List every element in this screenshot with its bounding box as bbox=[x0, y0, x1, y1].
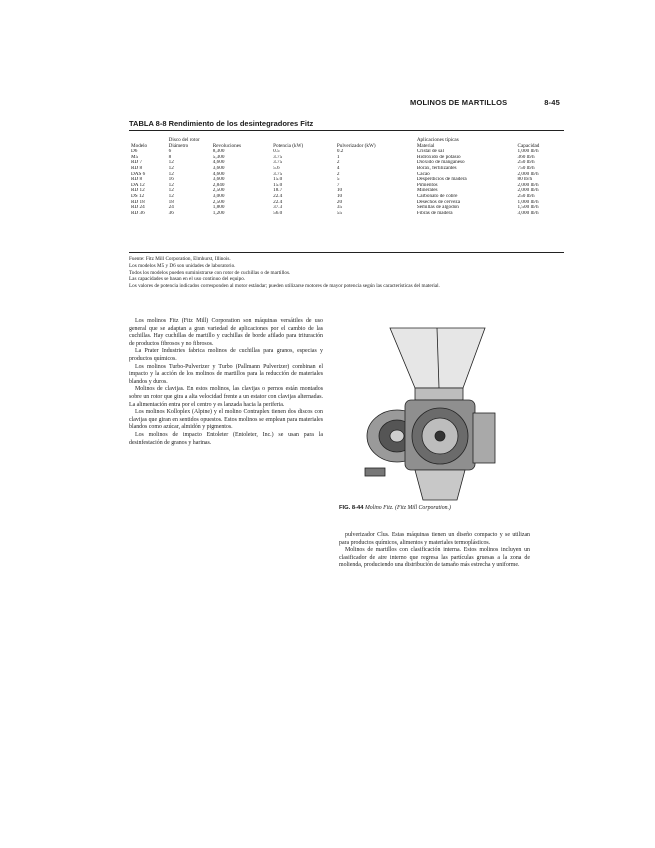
table-cell: RD 7 bbox=[131, 160, 143, 166]
figure-label: FIG. 8-44 bbox=[339, 505, 364, 511]
table-note: Los valores de potencia indicados corresponden al motor estándar; pueden utilizarse motores de mayor potencia según las características del material. bbox=[129, 283, 440, 290]
paragraph: pulverizador Clus. Estas máquinas tienen un diseño compacto y se utilizan para productos químicos, alimentos y materiales termoplásticos. bbox=[339, 532, 530, 546]
column-header: Diámetro bbox=[168, 142, 189, 149]
table-cell: 5.6 bbox=[273, 165, 280, 171]
table-cell: Cristal de sal bbox=[416, 149, 444, 155]
table-cell: 22.4 bbox=[273, 199, 283, 205]
table-cell: 1,000 lb/h bbox=[517, 199, 539, 205]
table-cell: 10 bbox=[336, 188, 343, 194]
table-cell: 1,000 lb/h bbox=[517, 149, 539, 155]
table-cell: 2 bbox=[336, 160, 340, 166]
column-header: Capacidad bbox=[517, 142, 540, 149]
table-cell: 3,000 bbox=[212, 193, 225, 199]
table-cell: D6 bbox=[131, 149, 138, 155]
table-caption: TABLA 8-8 Rendimiento de los desintegradores Fitz bbox=[129, 119, 314, 128]
paragraph: Los molinos Turbo-Pulverizer y Turbo (Pallmann Pulverizer) combinan el impacto y la acción de los molinos de martillos para la reducción de materiales blandos y duros. bbox=[129, 363, 323, 385]
table-cell: RD 18 bbox=[131, 199, 145, 205]
figure-caption bbox=[339, 505, 530, 511]
table-cell: 4,600 bbox=[212, 160, 225, 166]
table-cell: 35 bbox=[336, 205, 343, 211]
table-cell: 22.4 bbox=[273, 193, 283, 199]
table-cell: Borax, fertilizantes bbox=[416, 165, 457, 171]
table-cell: 15.0 bbox=[273, 182, 283, 188]
table-cell: Fibras de madera bbox=[416, 210, 453, 216]
table-cell: 3.75 bbox=[273, 160, 283, 166]
table-cell: Minerales bbox=[416, 188, 438, 194]
running-header bbox=[410, 98, 560, 107]
table-cell: 4,600 bbox=[212, 171, 225, 177]
table-cell: 7 bbox=[336, 182, 340, 188]
table-cell: 3,000 lb/h bbox=[517, 210, 539, 216]
table-cell: 10 bbox=[336, 193, 343, 199]
table-cell: 3,600 bbox=[212, 165, 225, 171]
paragraph: La Prater Industries fabrica molinos de cuchillas para granos, especias y productos químicos. bbox=[129, 348, 323, 362]
table-notes bbox=[129, 256, 569, 290]
column-header: Pulverizador (kW) bbox=[336, 142, 376, 149]
table-cell: Desperdicios de madera bbox=[416, 177, 467, 183]
table-cell: 1,800 bbox=[212, 205, 225, 211]
table-cell: 20 bbox=[336, 199, 343, 205]
table-cell: 15.0 bbox=[273, 177, 283, 183]
table-cell: 2,500 bbox=[212, 188, 225, 194]
table-cell: 0.2 bbox=[336, 149, 344, 155]
group-header-disco: Disco del rotor bbox=[168, 137, 200, 143]
table-cell: 55 bbox=[336, 210, 343, 216]
paragraph: Molinos de clavijas. En estos molinos, las clavijas o pernos están montados sobre un rotor que gira a alta velocidad frente a un estator con clavijas alternadas. La alimentación entra por el centro y es lanzada hacia la periferia. bbox=[129, 386, 323, 408]
table-cell: 5,300 bbox=[212, 154, 225, 160]
running-title: MOLINOS DE MARTILLOS bbox=[410, 98, 508, 107]
table-cell: 24 bbox=[168, 205, 174, 211]
table-cell: Pimientos bbox=[416, 182, 438, 188]
table-cell: 2,000 lb/h bbox=[517, 182, 539, 188]
table-cell: 2,840 bbox=[212, 182, 225, 188]
table-cell: 5 bbox=[336, 177, 340, 183]
group-header-aplicaciones: Aplicaciones típicas bbox=[416, 137, 459, 143]
table-cell: 12 bbox=[168, 160, 174, 166]
table-cell: Cacao bbox=[416, 171, 430, 177]
table-cell: 18 bbox=[168, 199, 174, 205]
table-cell: 18.7 bbox=[273, 188, 283, 194]
table-cell: 8 bbox=[168, 154, 172, 160]
table-cell: 1,500 lb/h bbox=[517, 205, 539, 211]
table-cell: M5 bbox=[131, 154, 139, 160]
table-cell: 4 bbox=[336, 165, 340, 171]
table-cell: Desechos de cerveza bbox=[416, 199, 461, 205]
figure-caption-text: Molino Fitz. (Fitz Mill Corporation.) bbox=[364, 505, 451, 511]
table-cell: 80 lb/h bbox=[517, 177, 533, 183]
table-note: Las capacidades se basan en el uso continuo del equipo. bbox=[129, 276, 246, 283]
page-number: 8-45 bbox=[544, 98, 560, 107]
table-cell: RD 12 bbox=[131, 188, 145, 194]
table-cell: 36 bbox=[168, 210, 174, 216]
table-cell: Carbonato de cobre bbox=[416, 193, 458, 199]
table-cell: 750 lb/h bbox=[517, 165, 535, 171]
paragraph: Los molinos Kolloplex (Alpine) y el molino Contraplex tienen dos discos con clavijas que giran en sentidos opuestos. Estos molinos se emplean para materiales blandos como azúcar, almidón y pigmentos. bbox=[129, 409, 323, 431]
table-row bbox=[129, 211, 564, 217]
table-cell: 12 bbox=[168, 171, 174, 177]
table-cell: RD 24 bbox=[131, 205, 145, 211]
table-cell: 2,000 lb/h bbox=[517, 171, 539, 177]
table-cell: 56.0 bbox=[273, 210, 283, 216]
table-cell: RD 8 bbox=[131, 165, 143, 171]
table-note: Fuente: Fitz Mill Corporation, Elmhurst, Illinois. bbox=[129, 256, 231, 262]
table-cell: 250 lb/h bbox=[517, 160, 535, 166]
table-cell: 12 bbox=[168, 165, 174, 171]
table-cell: 12 bbox=[168, 188, 174, 194]
table-cell: DAS 6 bbox=[131, 171, 146, 177]
performance-table bbox=[129, 138, 564, 216]
table-cell: 8,300 bbox=[212, 149, 225, 155]
column-header: Revoluciones bbox=[212, 142, 242, 149]
column-header: Modelo bbox=[131, 142, 148, 149]
table-cell: Semillas de algodón bbox=[416, 205, 459, 211]
table-body bbox=[129, 149, 564, 216]
table-bottom-rule bbox=[129, 252, 564, 253]
table-cell: 2,000 lb/h bbox=[517, 188, 539, 194]
table-cell: DS 12 bbox=[131, 193, 145, 199]
table-cell: 2 bbox=[336, 171, 340, 177]
table-cell: RD 8 bbox=[131, 177, 143, 183]
table-cell: 2,500 bbox=[212, 199, 225, 205]
column-header: Potencia (kW) bbox=[273, 142, 304, 149]
table-cell: DA 12 bbox=[131, 182, 145, 188]
table-cell: Hidróxido de potasio bbox=[416, 154, 461, 160]
paragraph: Los molinos Fitz (Fitz Mill) Corporation son máquinas versátiles de uso general que se adaptan a gran variedad de aplicaciones por el cambio de las cuchillas. Hay cuchillas de martillo y cuchillas de borde afilado para trituración de productos fibrosos y no fibrosos. bbox=[129, 318, 323, 347]
table-cell: 1,200 bbox=[212, 210, 225, 216]
table-cell: 16 bbox=[168, 177, 174, 183]
table-cell: 6 bbox=[168, 149, 172, 155]
table-note: Los modelos M5 y D6 son unidades de laboratorio. bbox=[129, 262, 236, 269]
paragraph: Los molinos de impacto Entoleter (Entoleter, Inc.) se usan para la desinfestación de granos y harinas. bbox=[129, 431, 323, 446]
column-header: Material bbox=[416, 142, 435, 149]
table-cell: 3.75 bbox=[273, 171, 283, 177]
table-cell: 3,600 bbox=[212, 177, 225, 183]
paragraph: Molinos de martillos con clasificación interna. Estos molinos incluyen un clasificador de aire interno que regresa las partículas gruesas a la zona de molienda, produciendo una distribución de tamaño más estrecha y uniforme. bbox=[339, 547, 530, 569]
table-note: Todos los modelos pueden suministrarse con rotor de cuchillas o de martillos. bbox=[129, 269, 291, 276]
table-cell: 12 bbox=[168, 193, 174, 199]
figure-fitz-mill bbox=[345, 318, 510, 513]
table-cell: RD 36 bbox=[131, 210, 145, 216]
table-top-rule bbox=[129, 130, 564, 131]
table-cell: 360 lb/h bbox=[517, 154, 535, 160]
table-cell: 12 bbox=[168, 182, 174, 188]
table-cell: 37.3 bbox=[273, 205, 283, 211]
table-cell: 250 lb/h bbox=[517, 193, 535, 199]
table-cell: 0.5 bbox=[273, 149, 280, 155]
left-text-column bbox=[129, 318, 323, 447]
table-cell: 3.75 bbox=[273, 154, 283, 160]
table-cell: 1 bbox=[336, 154, 340, 160]
fitz-mill-illustration bbox=[345, 318, 510, 503]
right-text-column bbox=[339, 532, 530, 570]
table-cell: Dióxido de manganeso bbox=[416, 160, 465, 166]
